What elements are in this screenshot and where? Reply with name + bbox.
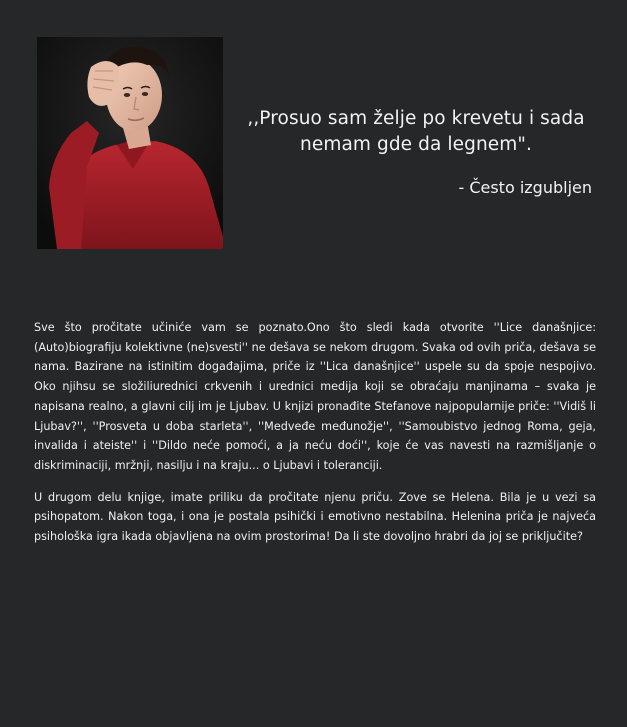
quote-line-1: ,,Prosuo sam želje po krevetu i sada	[247, 108, 585, 129]
author-photo	[37, 37, 223, 249]
book-description	[34, 318, 596, 559]
quote-line-2: nemam gde da legnem".	[300, 134, 532, 155]
description-paragraph-2: U drugom delu knjige, imate priliku da pročitate njenu priču. Zove se Helena. Bila je u vezi sa psihopatom. Nakon toga, i ona je postala psihički i emotivno nestabilna. Helenina priča je najveća psihološka igra ikada objavljena na ovim prostorima! Da li ste dovoljno hrabri da joj se priključite?	[34, 490, 596, 544]
quote	[232, 106, 600, 158]
quote-attribution: - Često izgubljen	[458, 178, 592, 197]
description-paragraph-1: Sve što pročitate učiniće vam se poznato.Ono što sledi kada otvorite ''Lice današnjice: (Auto)biografiju kolektivne (ne)svesti'' ne dešava se nekom drugom. Svaka od ovih priča, dešava se nama. Bazirane na istinitim događajima, priče iz ''Lica današnjice'' uspele su da spoje nespojivo. Oko njihsu se složiliurednici crkvenih i urednici medija koji se obraćaju manjinama – svaka je napisana realno, a glavni cilj im je Ljubav. U knjizi pronađite Stefanove najpopularnije priče: ''Vidiš li Ljubav?'', ''Prosveta u doba starleta'', ''Medveđe međunožje'', ''Samoubistvo jednog Roma, geja, invalida i ateiste'' i ''Dildo neće pomoći, a ja neću doći'', koje će vas navesti na razmišljanje o diskriminaciji, mržnji, nasilju i na kraju... o Ljubavi i toleranciji.	[34, 321, 596, 472]
author-portrait-illustration	[37, 37, 223, 249]
